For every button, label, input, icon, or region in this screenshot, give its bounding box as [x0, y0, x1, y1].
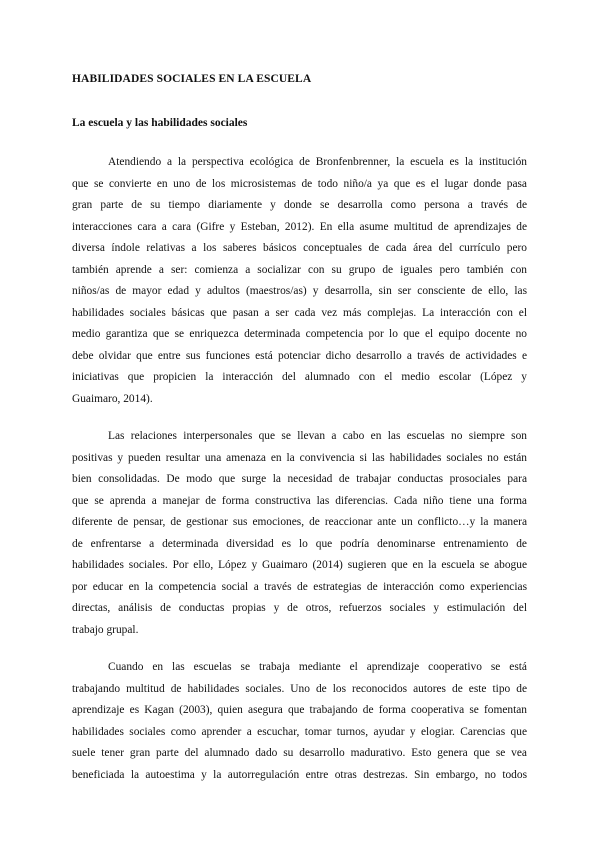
paragraph-line: que se convierte en uno de los microsistemas de todo niño/a ya que es el lugar donde pasa	[72, 177, 527, 190]
paragraph-line: suele tener gran parte del alumnado dado su desarrollo madurativo. Esto genera que se vea	[72, 747, 527, 759]
paragraph-line: habilidades sociales. Por ello, López y Guaimaro (2014) sugieren que en la escuela se abogue	[72, 559, 527, 571]
paragraph-line: que se aprenda a manejar de forma constructiva las diferencias. Cada niño tiene una forma	[72, 494, 527, 507]
paragraph-2	[72, 426, 527, 641]
paragraph-line: diferente de pensar, de gestionar sus emociones, de reaccionar ante un conflicto…y la manera	[72, 516, 527, 528]
paragraph-line: también aprende a ser: comienza a socializar con su grupo de iguales pero también con	[72, 263, 527, 276]
paragraph-line: Guaimaro, 2014).	[72, 392, 153, 405]
paragraph-line: gran parte de su tiempo diariamente y donde se desarrolla como persona a través de	[72, 199, 527, 211]
paragraph-line: trabajando multitud de habilidades sociales. Uno de los reconocidos autores de este tipo de	[72, 682, 527, 695]
paragraph-line: de enfrentarse a determinada diversidad es lo que podría denominarse entrenamiento de	[72, 537, 527, 550]
paragraph-line: aprendizaje es Kagan (2003), quien asegura que trabajando de forma cooperativa se fomentan	[72, 704, 527, 716]
paragraph-line: Las relaciones interpersonales que se llevan a cabo en las escuelas no siempre son	[108, 430, 527, 442]
paragraph-line: habilidades sociales como aprender a escuchar, tomar turnos, ayudar y elogiar. Carencias que	[72, 725, 527, 738]
paragraph-line: por educar en la competencia social a través de estrategias de interacción como experiencias	[72, 580, 527, 593]
paragraph-line: beneficiada la autoestima y la autorregulación entre otras destrezas. Sin embargo, no todos	[72, 768, 527, 781]
paragraph-line: debe olvidar que entre sus funciones está potenciar dicho desarrollo a través de actividades e	[72, 349, 527, 362]
paragraph-line: directas, análisis de conductas propias y de otros, refuerzos sociales y estimulación del	[72, 602, 527, 614]
paragraph-line: positivas y pueden resultar una amenaza en la convivencia si las habilidades sociales no están	[72, 451, 527, 464]
document-title: HABILIDADES SOCIALES EN LA ESCUELA	[72, 73, 312, 85]
paragraph-line: habilidades sociales básicas que pasan a ser cada vez más complejas. La interacción con el	[72, 306, 527, 319]
paragraph-line: niños/as de mayor edad y adultos (maestros/as) y desarrolla, sin ser consciente de ello, las	[72, 285, 527, 297]
paragraph-line: iniciativas que propicien la interacción del alumnado con el medio escolar (López y	[72, 371, 527, 383]
paragraph-line: Cuando en las escuelas se trabaja mediante el aprendizaje cooperativo se está	[108, 661, 527, 673]
paragraph-line: diversa índole relativas a los saberes básicos conceptuales de cada área del currículo pero	[72, 242, 527, 254]
section-heading: La escuela y las habilidades sociales	[72, 117, 248, 129]
paragraph-line: medio garantiza que se enriquezca determinada competencia por lo que el equipo docente no	[72, 328, 527, 340]
paragraph-3	[72, 657, 527, 786]
paragraph-line: bien consolidadas. De modo que surge la necesidad de trabajar conductas prosociales para	[72, 473, 527, 485]
paragraph-line: interacciones cara a cara (Gifre y Esteban, 2012). En ella asume multitud de aprendizajes de	[72, 220, 527, 233]
paragraph-line: Atendiendo a la perspectiva ecológica de Bronfenbrenner, la escuela es la institución	[108, 156, 527, 168]
paragraph-1	[72, 152, 527, 410]
paragraph-line: trabajo grupal.	[72, 623, 139, 636]
